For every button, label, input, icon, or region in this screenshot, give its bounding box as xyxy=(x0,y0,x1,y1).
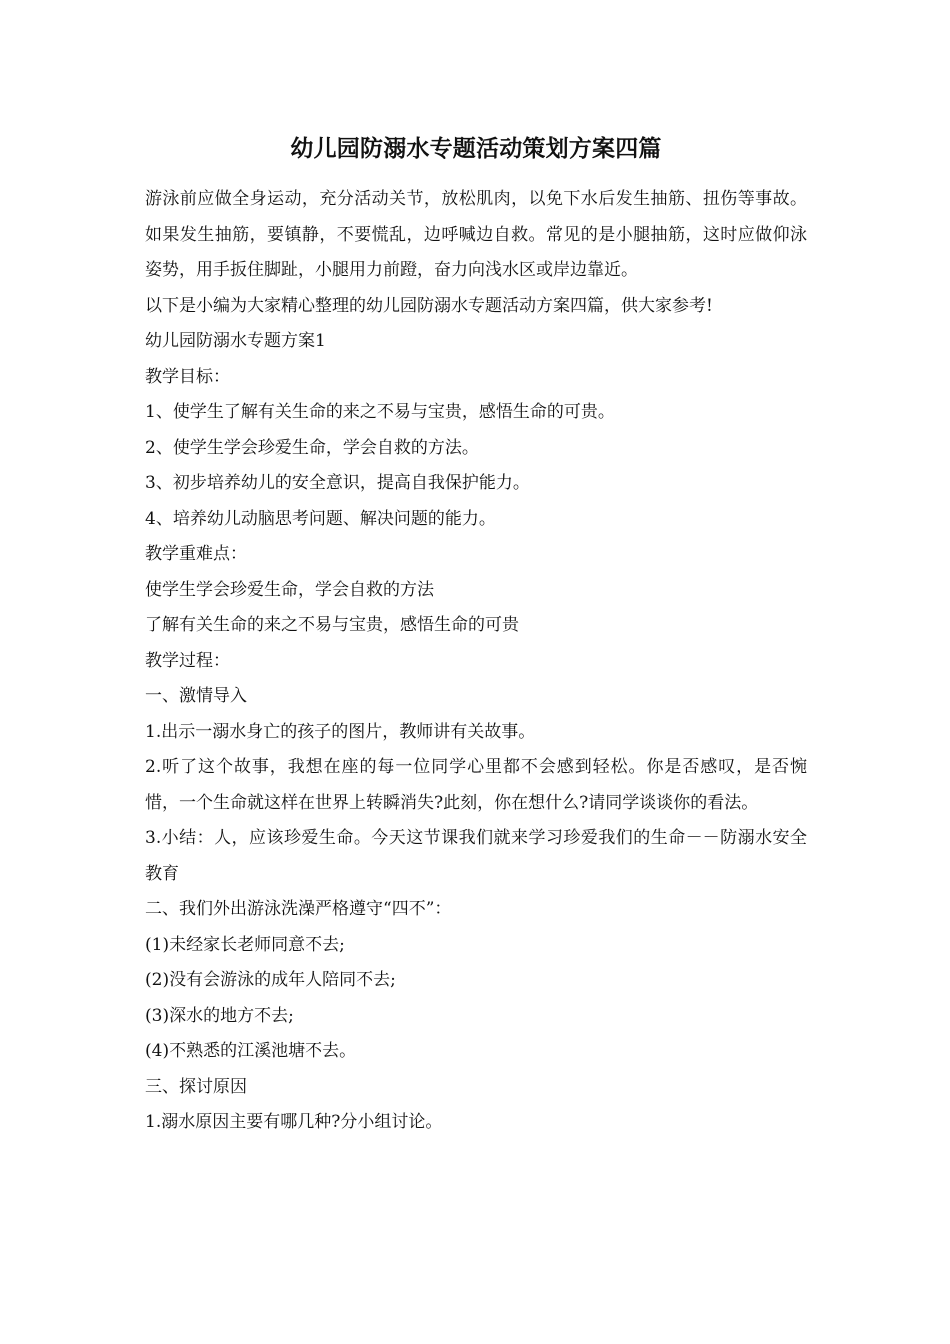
section-heading-plan-1: 幼儿园防溺水专题方案1 xyxy=(145,331,326,351)
step-heading-causes: 三、探讨原因 xyxy=(145,1076,247,1097)
cause-item-1: 1.溺水原因主要有哪几种?分小组讨论。 xyxy=(145,1112,443,1132)
key-point-1: 使学生学会珍爱生命，学会自救的方法 xyxy=(145,579,434,600)
document-title: 幼儿园防溺水专题活动策划方案四篇 xyxy=(290,135,662,162)
paragraph-intro: 游泳前应做全身运动，充分活动关节，放松肌肉，以免下水后发生抽筋、扭伤等事故。如果发生抽筋，要镇静，不要慌乱，边呼喊边自救。常见的是小腿抽筋，这时应做仰泳姿势，用手扳住脚趾，小腿用力前蹬，奋力向浅水区或岸边靠近。 xyxy=(145,189,807,280)
document-body xyxy=(145,182,807,1141)
step-item-1: 1.出示一溺水身亡的孩子的图片，教师讲有关故事。 xyxy=(145,721,536,742)
list-item-goal-1: 1、使学生了解有关生命的来之不易与宝贵，感悟生命的可贵。 xyxy=(145,402,615,422)
list-item-goal-4: 4、培养幼儿动脑思考问题、解决问题的能力。 xyxy=(145,508,496,529)
step-item-3: 3.小结：人，应该珍爱生命。今天这节课我们就来学习珍爱我们的生命－－防溺水安全教育 xyxy=(145,828,807,884)
heading-key-points: 教学重难点： xyxy=(145,544,247,564)
step-item-2: 2.听了这个故事，我想在座的每一位同学心里都不会感到轻松。你是否感叹，是否惋惜，一个生命就这样在世界上转瞬消失?此刻，你在想什么?请同学谈谈你的看法。 xyxy=(145,757,807,813)
rule-item-3: (3)深水的地方不去; xyxy=(145,1005,294,1026)
step-heading-introduction: 一、激情导入 xyxy=(145,686,247,706)
heading-teaching-goals: 教学目标： xyxy=(145,366,230,387)
key-point-2: 了解有关生命的来之不易与宝贵，感悟生命的可贵 xyxy=(145,615,519,635)
heading-teaching-process: 教学过程： xyxy=(145,650,230,671)
rule-item-1: (1)未经家长老师同意不去; xyxy=(145,934,345,955)
rule-item-4: (4)不熟悉的江溪池塘不去。 xyxy=(145,1041,357,1061)
list-item-goal-3: 3、初步培养幼儿的安全意识，提高自我保护能力。 xyxy=(145,473,530,493)
list-item-goal-2: 2、使学生学会珍爱生命，学会自救的方法。 xyxy=(145,437,479,458)
step-heading-four-rules: 二、我们外出游泳洗澡严格遵守“四不”： xyxy=(145,899,452,919)
rule-item-2: (2)没有会游泳的成年人陪同不去; xyxy=(145,970,396,990)
paragraph-lead: 以下是小编为大家精心整理的幼儿园防溺水专题活动方案四篇，供大家参考! xyxy=(145,295,713,316)
